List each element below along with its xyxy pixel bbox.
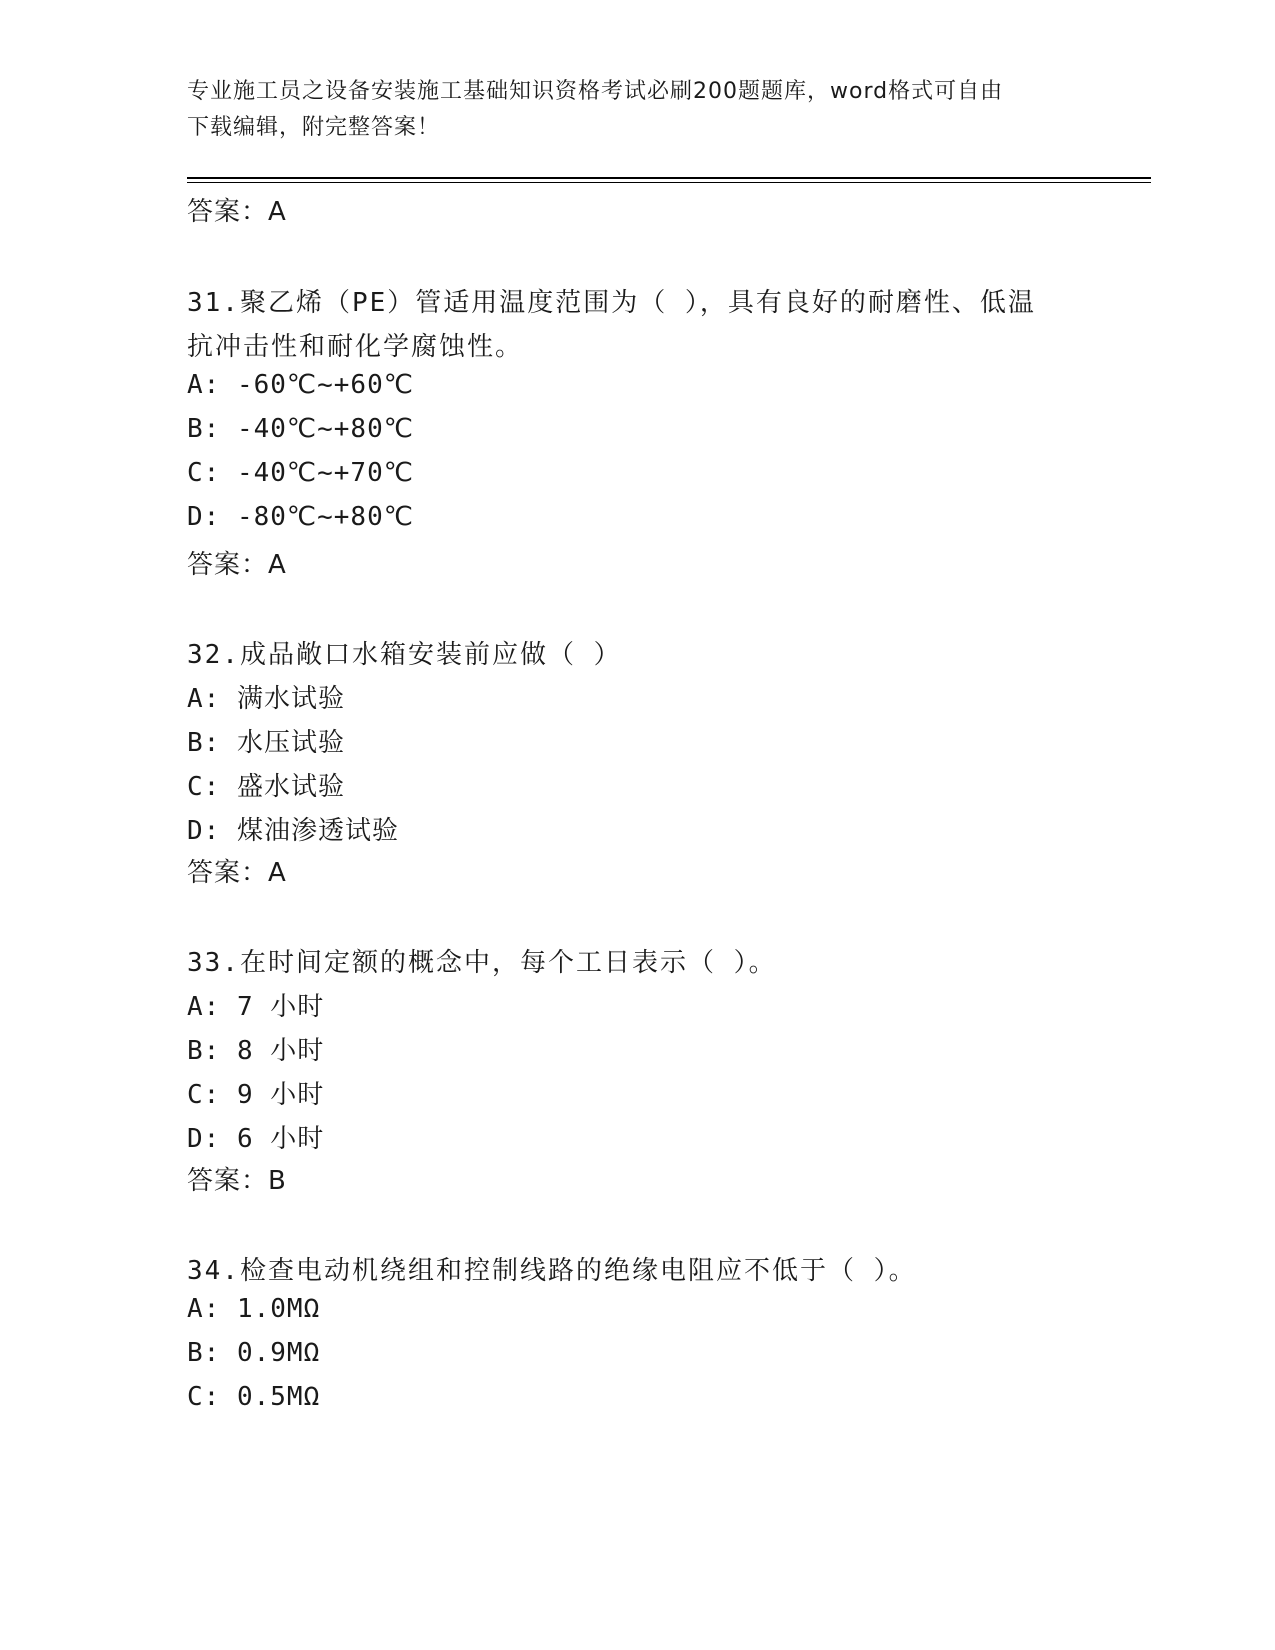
header-line-2: 下载编辑，附完整答案！ bbox=[187, 115, 441, 140]
question-33-option-b: B: 8 小时 bbox=[187, 1036, 325, 1066]
header-line-1: 专业施工员之设备安装施工基础知识资格考试必刷200题题库，word格式可自由 bbox=[187, 79, 1004, 104]
question-32-option-a: A: 满水试验 bbox=[187, 684, 345, 714]
question-31-option-d: D: -80℃~+80℃ bbox=[187, 502, 414, 532]
question-33-answer: 答案：B bbox=[187, 1166, 287, 1196]
question-33-option-d: D: 6 小时 bbox=[187, 1124, 325, 1154]
previous-answer: 答案：A bbox=[187, 197, 287, 227]
question-34-stem: 34.检查电动机绕组和控制线路的绝缘电阻应不低于（ ）。 bbox=[187, 1256, 917, 1286]
question-31-option-a: A: -60℃~+60℃ bbox=[187, 370, 414, 400]
document-header bbox=[187, 74, 1087, 146]
question-31-stem-line-2: 抗冲击性和耐化学腐蚀性。 bbox=[187, 332, 524, 362]
question-32-option-b: B: 水压试验 bbox=[187, 728, 345, 758]
header-rule-thick bbox=[187, 177, 1151, 179]
header-rule-thin bbox=[187, 182, 1151, 183]
question-31-option-b: B: -40℃~+80℃ bbox=[187, 414, 414, 444]
question-34-option-b: B: 0.9MΩ bbox=[187, 1338, 321, 1368]
question-34-option-a: A: 1.0MΩ bbox=[187, 1294, 321, 1324]
question-31-stem-line-1: 31.聚乙烯（PE）管适用温度范围为（ ），具有良好的耐磨性、低温 bbox=[187, 288, 1036, 318]
question-31-answer: 答案：A bbox=[187, 550, 287, 580]
question-33-option-c: C: 9 小时 bbox=[187, 1080, 325, 1110]
question-33-option-a: A: 7 小时 bbox=[187, 992, 325, 1022]
question-32-answer: 答案：A bbox=[187, 858, 287, 888]
question-33-stem: 33.在时间定额的概念中，每个工日表示（ ）。 bbox=[187, 948, 777, 978]
question-31-option-c: C: -40℃~+70℃ bbox=[187, 458, 414, 488]
question-32-option-d: D: 煤油渗透试验 bbox=[187, 816, 399, 846]
question-32-option-c: C: 盛水试验 bbox=[187, 772, 345, 802]
question-32-stem: 32.成品敞口水箱安装前应做（ ） bbox=[187, 640, 622, 670]
question-34-option-c: C: 0.5MΩ bbox=[187, 1382, 321, 1412]
